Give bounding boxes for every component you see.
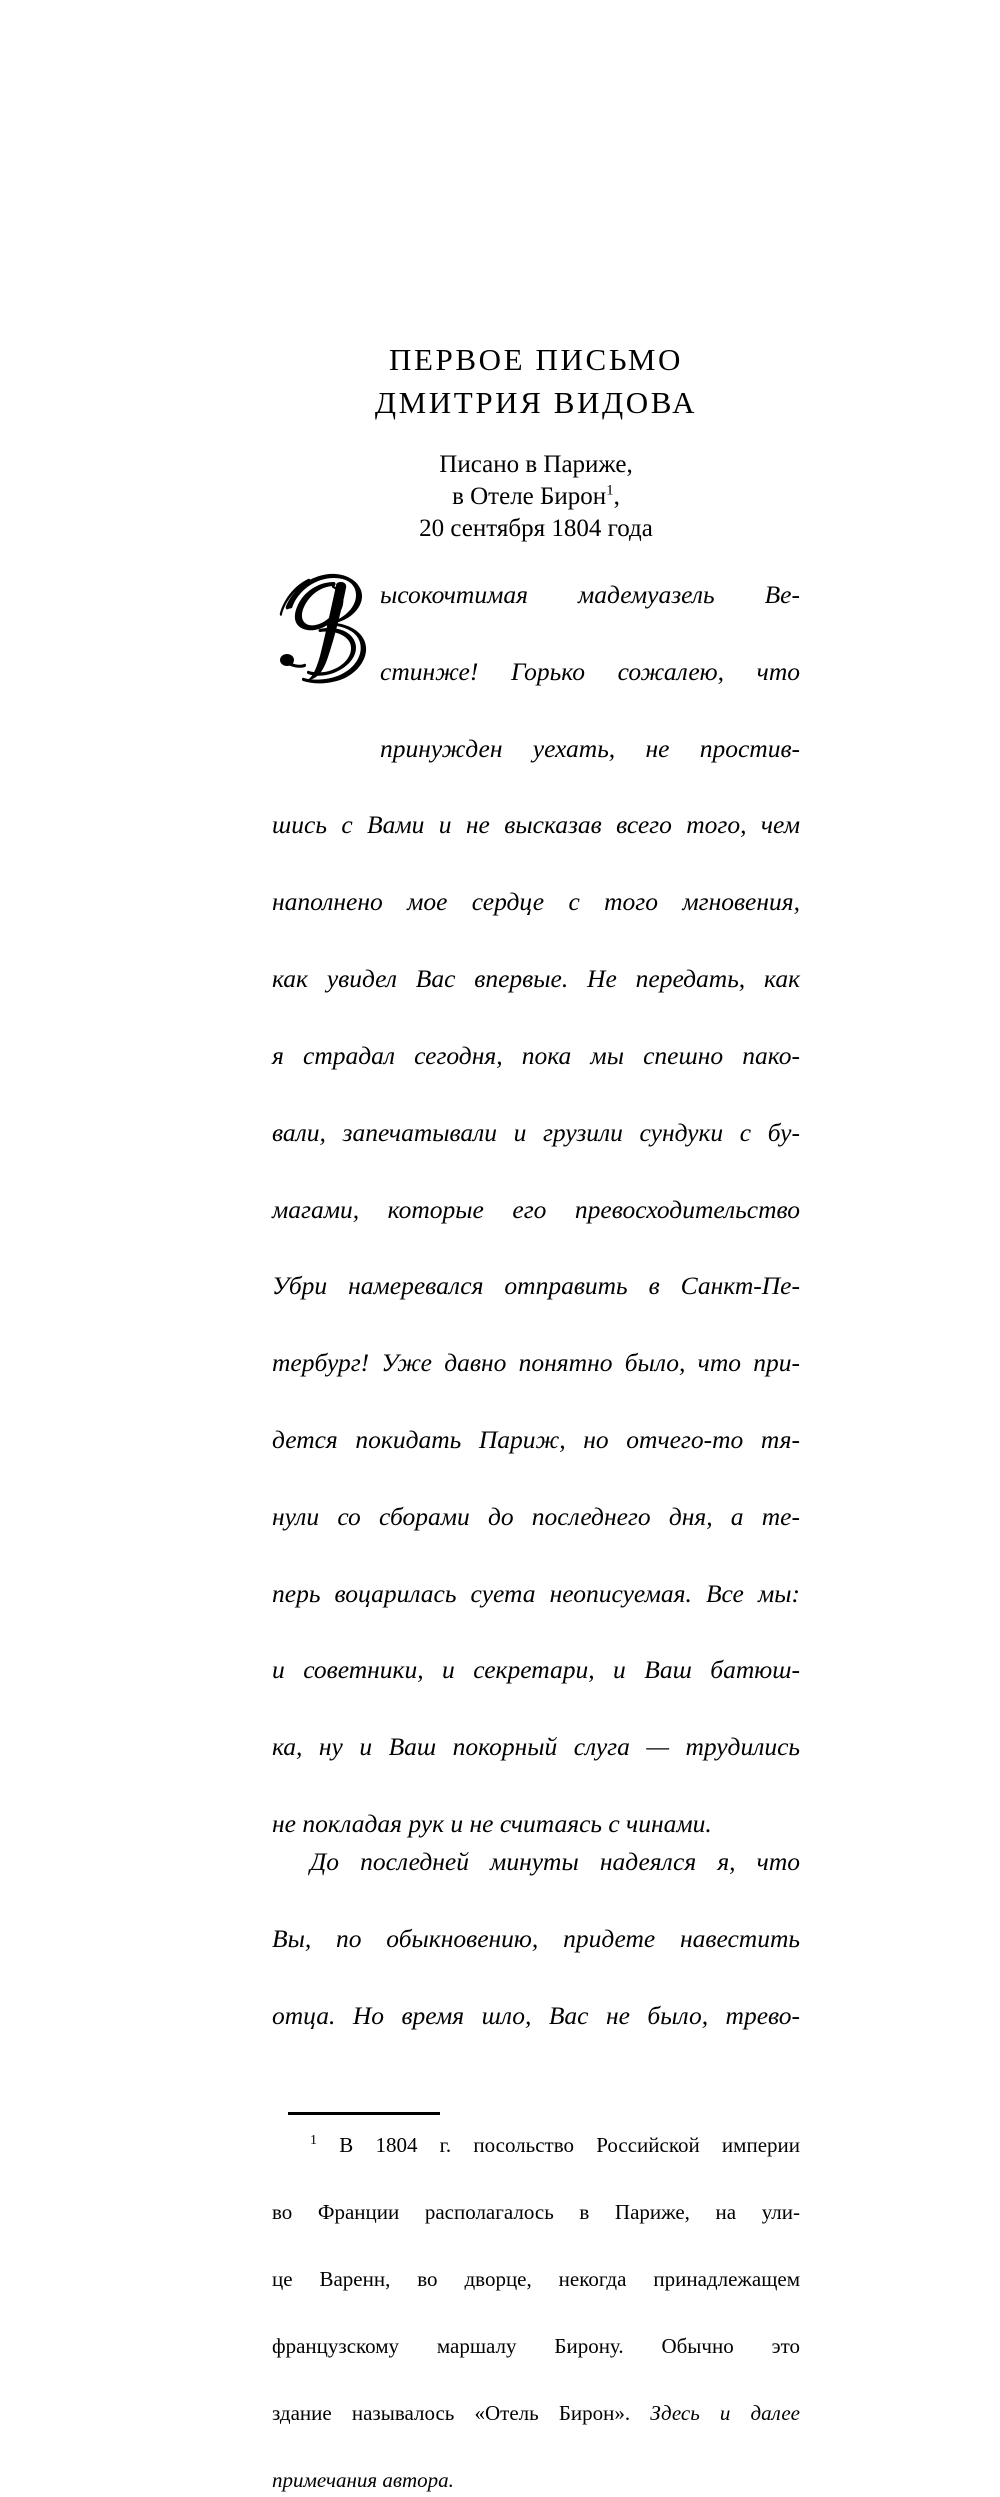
paragraph-1-line-3: принужден уехать, не простив- [380,733,800,763]
paragraph-1-line-1: ысокочтимая мадемуазель Ве- [380,580,800,609]
footnote-attribution-part-1: Здесь и далее [650,2400,800,2425]
paragraph-2-line-3: отца. Но время шло, Вас не было, трево- [272,2001,800,2031]
footnote-number-marker: 1 [310,2132,317,2148]
footnote-line-2: во Франции располагалось в Париже, на ули- [272,2199,800,2224]
footnote-section [272,2112,800,2497]
paragraph-1-line-12: дется покидать Париж, но отчего-то тя- [272,1424,800,1454]
paragraph-2 [272,1843,800,2073]
dateline-place: в Отеле Бирон [452,483,607,510]
paragraph-1-line-9: магами, которые его превосходительство [272,1194,800,1224]
dateline [272,449,800,545]
paragraph-1-line-15: и советники, и секретари, и Ваш батюш- [272,1655,800,1685]
dateline-line-3: 20 сентября 1804 года [419,515,653,542]
footnote-separator-rule [288,2112,440,2115]
dateline-line-1: Писано в Париже, [439,451,633,478]
paragraph-1-line-6: как увидел Вас впервые. Не передать, как [272,964,800,994]
paragraph-1-line-13: нули со сборами до последнего дня, а те- [272,1501,800,1531]
page-title-line-1: ПЕРВОЕ ПИСЬМО [388,342,684,377]
footnote-line-5-text: здание называлось «Отель Бирон». [272,2400,631,2425]
paragraph-2-line-1: До последней минуты надеялся я, что [310,1847,800,1877]
footnote-line-3: це Варенн, во дворце, некогда принадлежащем [272,2266,800,2291]
paragraph-1-line-17: не покладая рук и не считаясь с чинами. [272,1809,712,1838]
footnote-line-5 [272,2397,800,2464]
body-text [272,576,800,2074]
dateline-line-2-tail: , [613,483,620,510]
paragraph-1 [272,576,800,1843]
dateline-line-2 [272,481,800,513]
paragraph-1-line-14: перь воцарилась суета неописуемая. Все мы: [272,1578,800,1608]
paragraph-1-line-8: вали, запечатывали и грузили сундуки с бу- [272,1117,800,1147]
footnote-text [272,2129,800,2497]
paragraph-1-line-5: наполнено мое сердце с того мгновения, [272,887,800,917]
page-content-column [272,0,800,2497]
footnote-reference-marker[interactable]: 1 [606,482,614,499]
paragraph-1-line-2: стинже! Горько сожалею, что [380,656,800,686]
footnote-attribution-part-2: примечания автора. [272,2467,454,2492]
page-title-line-2: ДМИТРИЯ ВИДОВА [374,385,698,420]
footnote-line-1 [272,2129,800,2196]
paragraph-1-line-4: шись с Вами и не высказав всего того, чем [272,810,800,840]
paragraph-1-line-11: тербург! Уже давно понятно было, что при- [272,1348,800,1378]
paragraph-2-line-2: Вы, по обыкновению, придете навестить [272,1924,800,1954]
paragraph-1-line-10: Убри намеревался отправить в Санкт-Пе- [272,1271,800,1301]
footnote-line-1-text: В 1804 г. посольство Российской империи [339,2132,800,2157]
paragraph-1-line-16: ка, ну и Ваш покорный слуга — трудились [272,1732,800,1762]
page-title [272,338,800,424]
paragraph-1-line-7: я страдал сегодня, пока мы спешно пако- [272,1040,800,1070]
footnote-line-4: французскому маршалу Бирону. Обычно это [272,2333,800,2358]
